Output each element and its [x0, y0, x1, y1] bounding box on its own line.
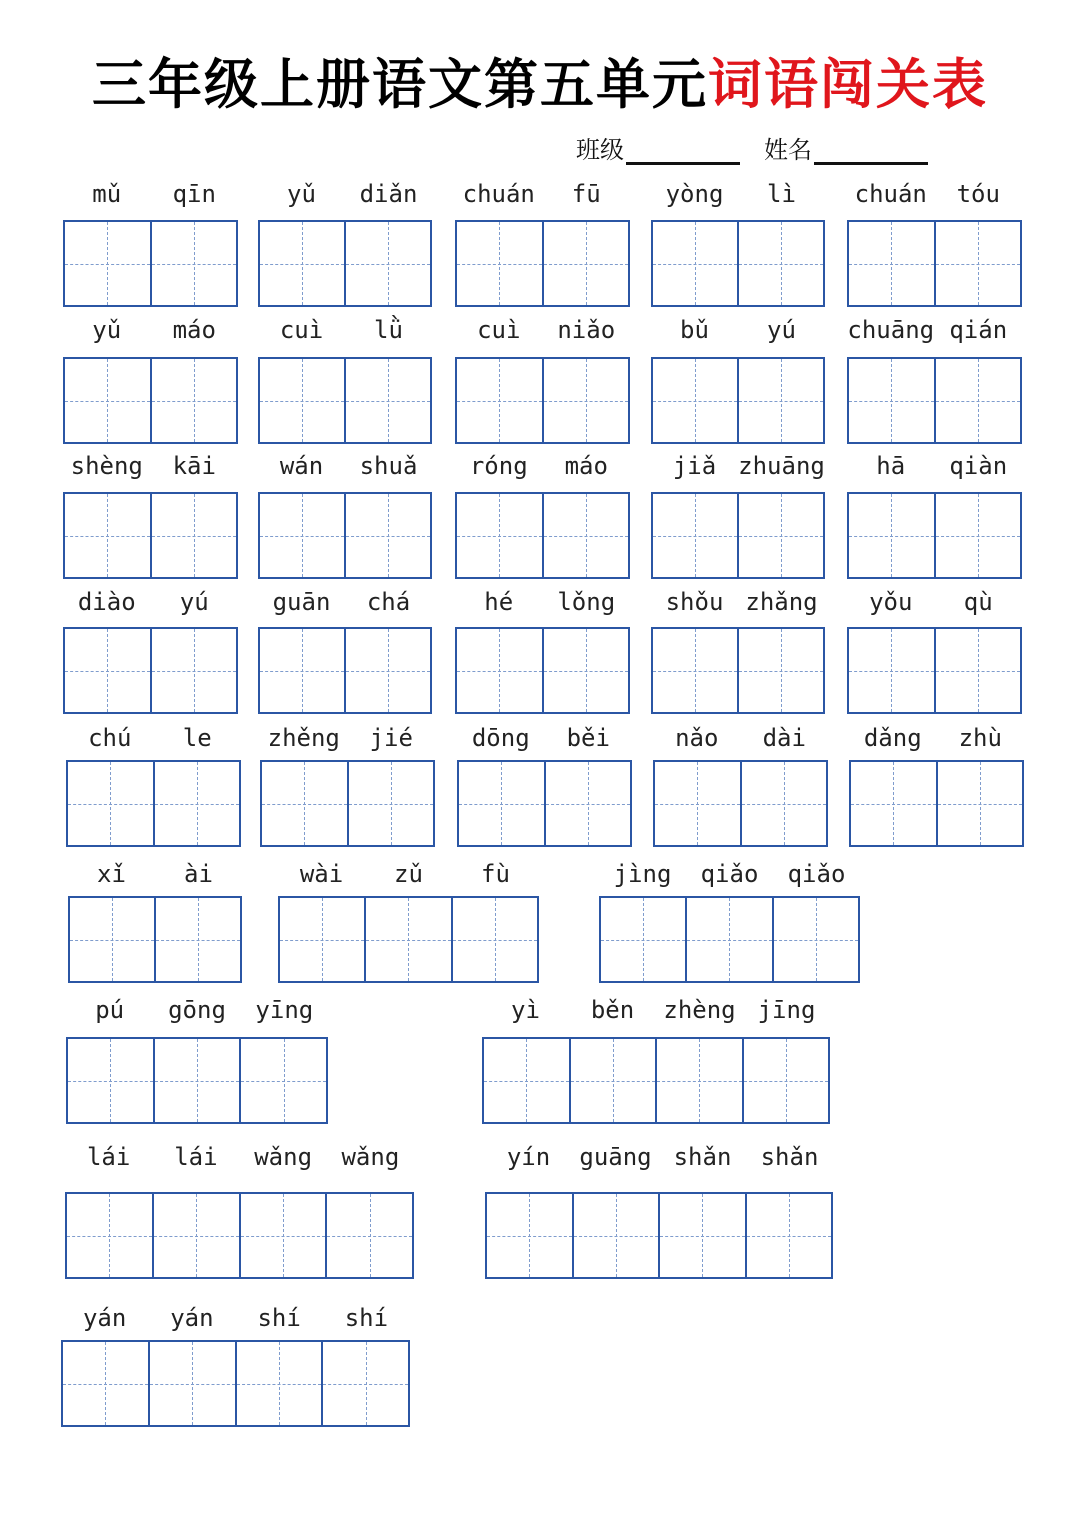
writing-box[interactable]	[66, 1037, 328, 1124]
pinyin-label: zǔ	[394, 860, 423, 888]
writing-box[interactable]	[599, 896, 860, 983]
writing-box[interactable]	[651, 357, 825, 444]
pinyin-label: wǎng	[254, 1143, 313, 1171]
character-cell[interactable]	[657, 1039, 744, 1122]
pinyin-label: yǔ	[92, 316, 122, 344]
pinyin-label: qiàn	[949, 452, 1008, 480]
pinyin-label: niǎo	[557, 316, 616, 344]
pinyin-label: shí	[257, 1304, 301, 1332]
character-cell[interactable]	[457, 494, 544, 577]
writing-box[interactable]	[63, 492, 238, 579]
pinyin-label: chú	[88, 724, 132, 752]
character-cell[interactable]	[484, 1039, 571, 1122]
character-cell[interactable]	[150, 1342, 237, 1425]
pinyin-label: yín	[506, 1143, 551, 1171]
pinyin-label: yán	[82, 1304, 127, 1332]
character-cell[interactable]	[346, 494, 430, 577]
pinyin-label: yòng	[665, 180, 724, 208]
writing-box[interactable]	[482, 1037, 830, 1124]
pinyin-label: zhuāng	[738, 452, 825, 480]
character-cell[interactable]	[653, 629, 739, 712]
character-cell[interactable]	[346, 359, 430, 442]
pinyin-label: shí	[344, 1304, 389, 1332]
character-cell[interactable]	[655, 762, 742, 845]
writing-box[interactable]	[63, 627, 238, 714]
page-title	[0, 42, 1080, 119]
character-cell[interactable]	[366, 898, 452, 981]
pinyin-label: ài	[184, 860, 213, 888]
character-cell[interactable]	[349, 762, 434, 845]
pinyin-label: chuán	[854, 180, 927, 208]
character-cell[interactable]	[457, 359, 544, 442]
character-cell[interactable]	[457, 222, 544, 305]
writing-box[interactable]	[455, 220, 630, 307]
writing-box[interactable]	[455, 357, 630, 444]
character-cell[interactable]	[260, 222, 346, 305]
pinyin-label: lǒng	[557, 588, 616, 616]
pinyin-label: guān	[272, 588, 331, 616]
character-cell[interactable]	[739, 359, 823, 442]
character-cell[interactable]	[742, 762, 827, 845]
character-cell[interactable]	[653, 359, 739, 442]
pinyin-label: wài	[299, 860, 344, 888]
pinyin-label: zhù	[958, 724, 1002, 752]
pinyin-label: qiǎo	[700, 860, 759, 888]
pinyin-label: cuì	[477, 316, 521, 344]
pinyin-label: xǐ	[97, 860, 126, 888]
pinyin-label: dài	[762, 724, 806, 752]
pinyin-label: yán	[170, 1304, 214, 1332]
character-cell[interactable]	[152, 359, 237, 442]
pinyin-label: jiǎ	[672, 452, 717, 480]
name-blank[interactable]	[814, 134, 928, 165]
character-cell[interactable]	[65, 629, 152, 712]
character-cell[interactable]	[660, 1194, 747, 1277]
pinyin-label: běn	[590, 996, 635, 1024]
pinyin-label: lái	[86, 1143, 131, 1171]
character-cell[interactable]	[152, 629, 237, 712]
character-cell[interactable]	[739, 629, 823, 712]
writing-box[interactable]	[653, 760, 828, 847]
character-cell[interactable]	[155, 762, 240, 845]
character-cell[interactable]	[687, 898, 773, 981]
pinyin-label: shǎn	[673, 1143, 732, 1171]
pinyin-label: shǒu	[665, 588, 724, 616]
writing-box[interactable]	[485, 1192, 833, 1279]
pinyin-label: fū	[571, 180, 601, 208]
writing-box[interactable]	[651, 220, 825, 307]
pinyin-label: jīng	[757, 996, 816, 1024]
pinyin-label: róng	[469, 452, 528, 480]
character-cell[interactable]	[459, 762, 546, 845]
pinyin-label: yǒu	[869, 588, 913, 616]
class-field[interactable]	[576, 130, 740, 165]
pinyin-label: lǜ	[374, 316, 403, 344]
pinyin-label: shuǎ	[359, 452, 418, 480]
character-cell[interactable]	[241, 1194, 328, 1277]
pinyin-label: yǔ	[287, 180, 316, 208]
pinyin-label: yú	[767, 316, 796, 344]
character-cell[interactable]	[327, 1194, 412, 1277]
title-main: 三年级上册语文第五单元	[92, 52, 708, 116]
pinyin-label: shǎn	[760, 1143, 819, 1171]
character-cell[interactable]	[653, 494, 739, 577]
pinyin-label: yīng	[255, 996, 314, 1024]
pinyin-label: máo	[172, 316, 216, 344]
character-cell[interactable]	[323, 1342, 408, 1425]
character-cell[interactable]	[487, 1194, 574, 1277]
name-field[interactable]	[764, 130, 928, 165]
character-cell[interactable]	[68, 1039, 155, 1122]
character-cell[interactable]	[260, 359, 346, 442]
character-cell[interactable]	[849, 222, 936, 305]
character-cell[interactable]	[936, 359, 1021, 442]
pinyin-label: zhěng	[267, 724, 340, 752]
writing-box[interactable]	[849, 760, 1024, 847]
pinyin-label: le	[182, 724, 212, 752]
character-cell[interactable]	[346, 222, 430, 305]
writing-box[interactable]	[847, 627, 1022, 714]
character-cell[interactable]	[739, 494, 823, 577]
pinyin-label: lì	[767, 180, 796, 208]
writing-box[interactable]	[847, 220, 1022, 307]
character-cell[interactable]	[67, 1194, 154, 1277]
pinyin-label: chá	[366, 588, 411, 616]
pinyin-label: zhǎng	[745, 588, 818, 616]
pinyin-label: cuì	[279, 316, 324, 344]
character-cell[interactable]	[65, 494, 152, 577]
character-cell[interactable]	[154, 1194, 241, 1277]
writing-box[interactable]	[63, 357, 238, 444]
writing-box[interactable]	[68, 896, 242, 983]
writing-box[interactable]	[258, 627, 432, 714]
writing-box[interactable]	[258, 357, 432, 444]
character-cell[interactable]	[63, 1342, 150, 1425]
writing-box[interactable]	[847, 492, 1022, 579]
character-cell[interactable]	[457, 629, 544, 712]
character-cell[interactable]	[544, 222, 629, 305]
character-cell[interactable]	[453, 898, 537, 981]
character-cell[interactable]	[152, 494, 237, 577]
character-cell[interactable]	[346, 629, 430, 712]
pinyin-label: hā	[876, 452, 906, 480]
pinyin-label: shèng	[70, 452, 143, 480]
pinyin-label: jié	[369, 724, 413, 752]
writing-box[interactable]	[258, 220, 432, 307]
character-cell[interactable]	[237, 1342, 324, 1425]
writing-box[interactable]	[457, 760, 632, 847]
character-cell[interactable]	[156, 898, 240, 981]
character-cell[interactable]	[851, 762, 938, 845]
character-cell[interactable]	[68, 762, 155, 845]
character-cell[interactable]	[739, 222, 823, 305]
character-cell[interactable]	[544, 629, 629, 712]
character-cell[interactable]	[774, 898, 858, 981]
writing-box[interactable]	[847, 357, 1022, 444]
pinyin-label: gōng	[168, 996, 226, 1024]
pinyin-label: fù	[481, 860, 510, 888]
character-cell[interactable]	[262, 762, 349, 845]
character-cell[interactable]	[747, 1194, 832, 1277]
pinyin-label: dǎng	[863, 724, 922, 752]
character-cell[interactable]	[280, 898, 366, 981]
pinyin-label: wán	[279, 452, 324, 480]
pinyin-label: máo	[564, 452, 608, 480]
character-cell[interactable]	[936, 629, 1021, 712]
title-accent: 词语闯关表	[708, 52, 988, 116]
pinyin-label: lái	[174, 1143, 218, 1171]
writing-box[interactable]	[65, 1192, 414, 1279]
class-blank[interactable]	[626, 134, 740, 165]
pinyin-label: zhèng	[663, 996, 736, 1024]
pinyin-label: diào	[77, 588, 136, 616]
pinyin-label: qián	[949, 316, 1008, 344]
character-cell[interactable]	[152, 222, 237, 305]
pinyin-label: diǎn	[359, 180, 418, 208]
class-label: 班级	[576, 136, 624, 164]
character-cell[interactable]	[601, 898, 687, 981]
pinyin-label: tóu	[956, 180, 1000, 208]
pinyin-label: běi	[566, 724, 610, 752]
writing-box[interactable]	[66, 760, 241, 847]
pinyin-label: kāi	[172, 452, 216, 480]
character-cell[interactable]	[571, 1039, 658, 1122]
writing-box[interactable]	[651, 627, 825, 714]
character-cell[interactable]	[936, 494, 1021, 577]
pinyin-label: qù	[963, 588, 993, 616]
pinyin-label: chuāng	[847, 316, 935, 344]
character-cell[interactable]	[744, 1039, 829, 1122]
pinyin-label: qīn	[172, 180, 216, 208]
character-cell[interactable]	[574, 1194, 661, 1277]
character-cell[interactable]	[938, 762, 1023, 845]
character-cell[interactable]	[849, 359, 936, 442]
pinyin-label: wǎng	[341, 1143, 400, 1171]
character-cell[interactable]	[849, 629, 936, 712]
writing-box[interactable]	[651, 492, 825, 579]
character-cell[interactable]	[544, 359, 629, 442]
pinyin-label: yì	[511, 996, 540, 1024]
pinyin-label: jìng	[613, 860, 672, 888]
character-cell[interactable]	[260, 494, 346, 577]
writing-box[interactable]	[61, 1340, 410, 1427]
character-cell[interactable]	[544, 494, 629, 577]
pinyin-label: dōng	[471, 724, 530, 752]
character-cell[interactable]	[241, 1039, 326, 1122]
character-cell[interactable]	[936, 222, 1021, 305]
character-cell[interactable]	[260, 629, 346, 712]
writing-box[interactable]	[278, 896, 539, 983]
pinyin-label: nǎo	[675, 724, 719, 752]
writing-box[interactable]	[63, 220, 238, 307]
writing-box[interactable]	[455, 627, 630, 714]
writing-box[interactable]	[455, 492, 630, 579]
pinyin-label: bǔ	[680, 316, 709, 344]
pinyin-label: pú	[95, 996, 125, 1024]
character-cell[interactable]	[546, 762, 631, 845]
name-label: 姓名	[764, 136, 812, 164]
character-cell[interactable]	[70, 898, 156, 981]
pinyin-label: chuán	[462, 180, 535, 208]
character-cell[interactable]	[155, 1039, 242, 1122]
character-cell[interactable]	[653, 222, 739, 305]
writing-box[interactable]	[260, 760, 435, 847]
character-cell[interactable]	[65, 359, 152, 442]
pinyin-label: hé	[484, 588, 514, 616]
pinyin-label: mǔ	[92, 180, 122, 208]
writing-box[interactable]	[258, 492, 432, 579]
pinyin-label: guāng	[579, 1143, 652, 1171]
character-cell[interactable]	[65, 222, 152, 305]
pinyin-label: yú	[179, 588, 209, 616]
pinyin-label: qiǎo	[787, 860, 846, 888]
character-cell[interactable]	[849, 494, 936, 577]
